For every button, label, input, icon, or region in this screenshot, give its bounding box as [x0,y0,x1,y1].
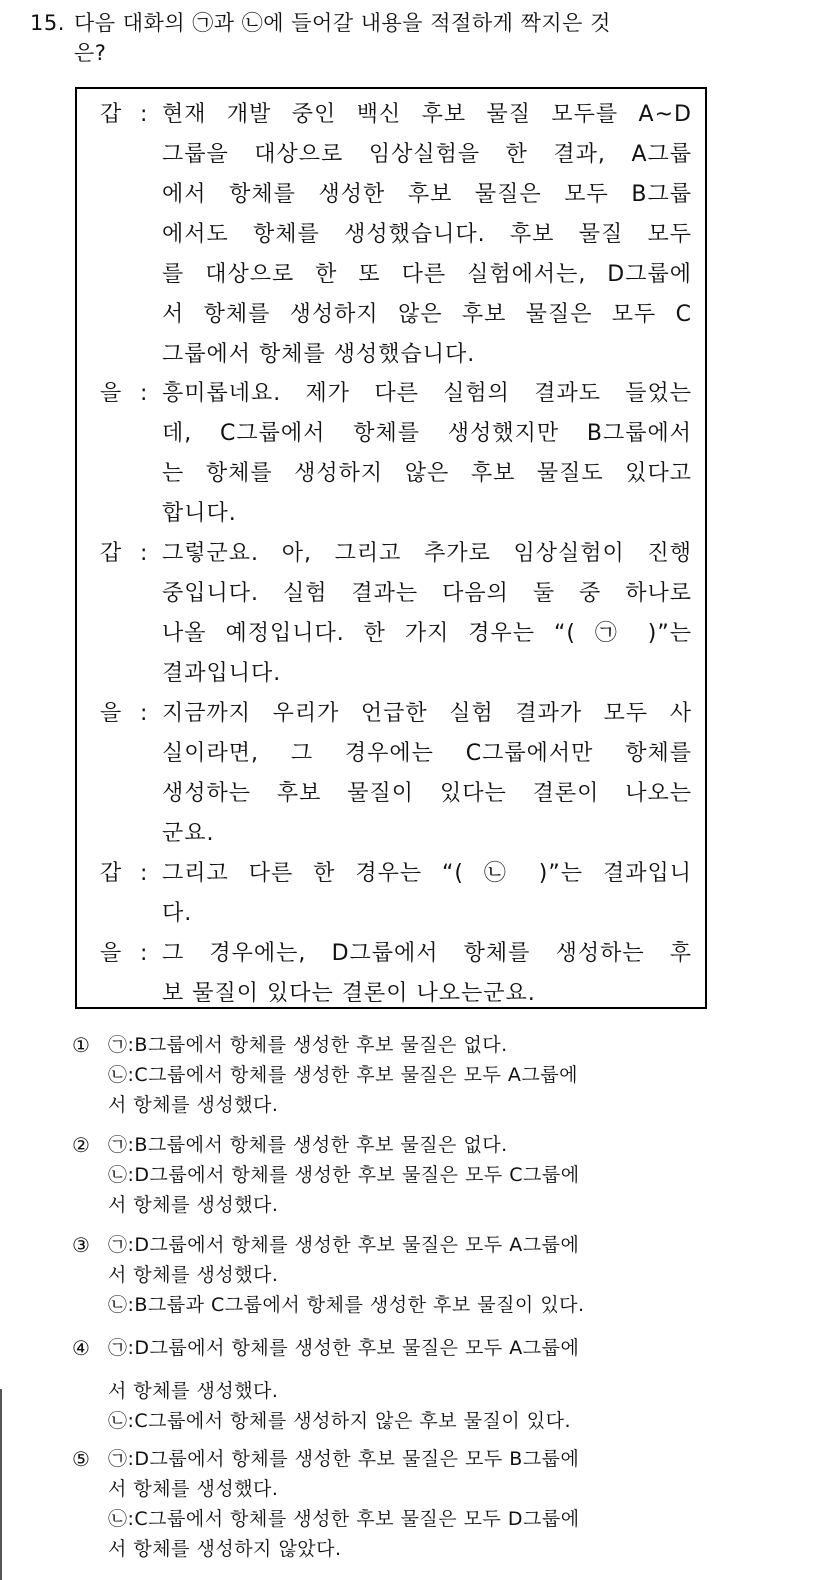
utterance-line: 합니다. [162,501,237,526]
utterance-line: 는 항체를 생성하지 않은 후보 물질도 있다고 [162,461,692,486]
utterance-line: 서 항체를 생성하지 않은 후보 물질은 모두 C [162,302,692,327]
choice-line: 서 항체를 생성했다. [108,1478,279,1500]
speaker-label: 을 [100,941,122,966]
page-margin-line [0,1389,2,1580]
utterance-line: 다. [162,901,193,926]
utterance-line: 그룹을 대상으로 임상실험을 한 결과, A그룹 [162,142,692,167]
utterance [162,694,692,854]
utterance [162,534,692,694]
choice-line: 서 항체를 생성했다. [108,1194,279,1216]
utterance-line: 중입니다. 실험 결과는 다음의 둘 중 하나로 [162,581,692,606]
choice-line: 서 항체를 생성하지 않았다. [108,1538,342,1560]
choice-line: ㉠:B그룹에서 항체를 생성한 후보 물질은 없다. [108,1034,508,1056]
choice-line: ㉡:C그룹에서 항체를 생성하지 않은 후보 물질이 있다. [108,1410,572,1432]
choice-marker[interactable]: ② [72,1133,91,1157]
speaker-colon: : [140,102,148,127]
utterance-line: 나올 예정입니다. 한 가지 경우는 “( ㉠ )”는 [162,621,692,646]
speaker-colon: : [140,541,148,566]
utterance-line: 보 물질이 있다는 결론이 나오는군요. [162,981,536,1006]
choice-line: ㉠:D그룹에서 항체를 생성한 후보 물질은 모두 A그룹에 [108,1337,580,1359]
choice-line: 서 항체를 생성했다. [108,1264,279,1286]
choice-line: 서 항체를 생성했다. [108,1380,279,1402]
utterance [162,934,692,1014]
choice-line: ㉠:B그룹에서 항체를 생성한 후보 물질은 없다. [108,1134,508,1156]
speaker-label: 을 [100,701,122,726]
speaker-colon: : [140,381,148,406]
speaker-label: 갑 [100,541,122,566]
choice-body [108,1230,808,1320]
utterance-line: 그리고 다른 한 경우는 “( ㉡ )”는 결과입니 [162,861,692,886]
speaker-colon: : [140,941,148,966]
utterance-line: 현재 개발 중인 백신 후보 물질 모두를 A~D [162,102,692,127]
utterance-line: 에서 항체를 생성한 후보 물질은 모두 B그룹 [162,182,692,207]
utterance-line: 군요. [162,821,215,846]
speaker-label: 갑 [100,861,122,886]
speaker-label: 을 [100,381,122,406]
speaker-colon: : [140,861,148,886]
question-text-line-1: 다음 대화의 ㉠과 ㉡에 들어갈 내용을 적절하게 짝지은 것 [74,11,611,35]
utterance-line: 데, C그룹에서 항체를 생성했지만 B그룹에서 [162,421,692,446]
choice-line: ㉡:C그룹에서 항체를 생성한 후보 물질은 모두 D그룹에 [108,1508,580,1530]
utterance-line: 그렇군요. 아, 그리고 추가로 임상실험이 진행 [162,541,692,566]
choice-line: ㉡:B그룹과 C그룹에서 항체를 생성한 후보 물질이 있다. [108,1294,585,1316]
question-title [30,8,790,68]
choice-line: ㉠:D그룹에서 항체를 생성한 후보 물질은 모두 B그룹에 [108,1448,580,1470]
choice-body [108,1444,808,1564]
utterance-line: 에서도 항체를 생성했습니다. 후보 물질 모두 [162,222,692,247]
question-text-line-2: 은? [74,41,107,65]
choice-line: ㉡:D그룹에서 항체를 생성한 후보 물질은 모두 C그룹에 [108,1164,580,1186]
dialogue-box [75,87,707,1009]
speaker-label: 갑 [100,102,122,127]
choice-marker[interactable]: ⑤ [72,1447,91,1471]
utterance-line: 그 경우에는, D그룹에서 항체를 생성하는 후 [162,941,692,966]
utterance-line: 그룹에서 항체를 생성했습니다. [162,342,476,367]
choice-body [108,1030,808,1120]
choice-marker[interactable]: ① [72,1033,91,1057]
utterance-line: 결과입니다. [162,661,282,686]
choice-line: ㉠:D그룹에서 항체를 생성한 후보 물질은 모두 A그룹에 [108,1234,580,1256]
utterance [162,374,692,534]
utterance-line: 흥미롭네요. 제가 다른 실험의 결과도 들었는 [162,381,692,406]
utterance [162,854,692,934]
choice-marker[interactable]: ④ [72,1336,91,1360]
utterance-line: 생성하는 후보 물질이 있다는 결론이 나오는 [162,781,692,806]
question-title-line-1 [30,8,790,38]
choice-marker[interactable]: ③ [72,1233,91,1257]
utterance-line: 실이라면, 그 경우에는 C그룹에서만 항체를 [162,741,692,766]
choice-body [108,1333,808,1436]
choice-line: 서 항체를 생성했다. [108,1094,279,1116]
choice-line: ㉡:C그룹에서 항체를 생성한 후보 물질은 모두 A그룹에 [108,1064,578,1086]
utterance-line: 를 대상으로 한 또 다른 실험에서는, D그룹에 [162,262,692,287]
choice-body [108,1130,808,1220]
utterance-line: 지금까지 우리가 언급한 실험 결과가 모두 사 [162,701,692,726]
speaker-colon: : [140,701,148,726]
utterance [162,95,692,375]
question-number: 15. [30,11,65,35]
